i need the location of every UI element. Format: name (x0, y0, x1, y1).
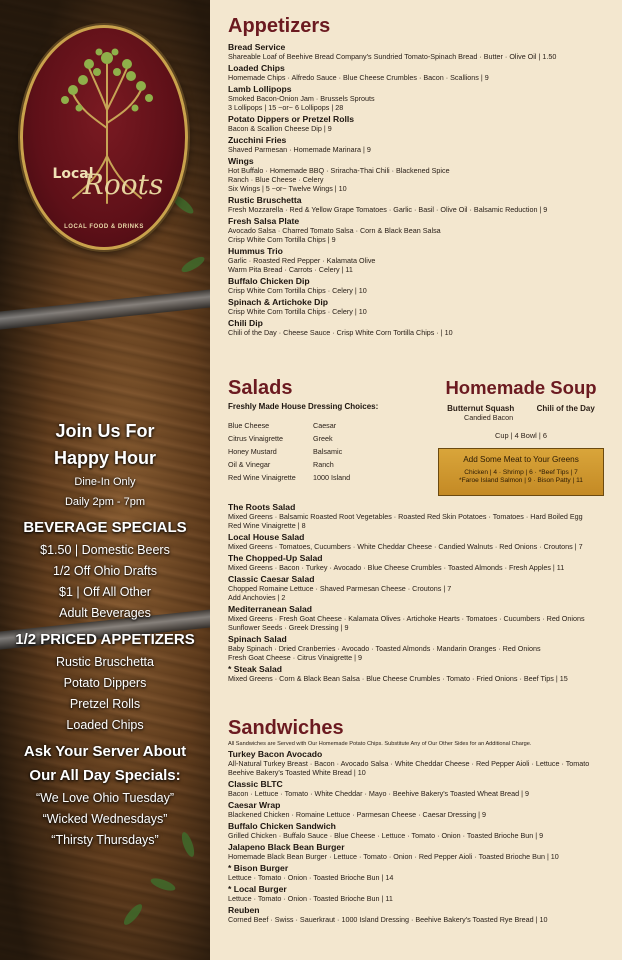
dressing-option: 1000 Island (313, 473, 351, 482)
menu-item-description: Blackened Chicken · Romaine Lettuce · Parmesan Cheese · Caesar Dressing | 9 (228, 810, 486, 819)
tree-icon (23, 28, 191, 253)
menu-item-description: Avocado Salsa · Charred Tomato Salsa · Corn & Black Bean Salsa (228, 226, 441, 235)
menu-item-description: Mixed Greens · Bacon · Turkey · Avocado · Blue Cheese Crumbles · Toasted Almonds · Fresh Apples | 11 (228, 563, 565, 572)
soup-section (436, 376, 606, 496)
menu-item (228, 216, 608, 244)
menu-item-description: Mixed Greens · Tomatoes, Cucumbers · White Cheddar Cheese · Candied Walnuts · Red Onions · Croutons | 7 (228, 542, 583, 551)
menu-item (228, 156, 608, 193)
all-day-specials-title: Ask Your Server About (23, 743, 187, 760)
menu-item-name: Potato Dippers or Pretzel Rolls (228, 114, 355, 124)
menu-item-name: Spinach & Artichoke Dip (228, 297, 328, 307)
menu-item-description: Lettuce · Tomato · Onion · Toasted Brioche Bun | 14 (228, 873, 394, 882)
appetizers-section (228, 14, 608, 337)
menu-item-description: Homemade Chips · Alfredo Sauce · Blue Cheese Crumbles · Bacon · Scallions | 9 (228, 73, 489, 82)
dressing-option: Oil & Vinegar (228, 460, 271, 469)
menu-item (228, 574, 616, 602)
menu-item-description: Shareable Loaf of Beehive Bread Company's Sundried Tomato-Spinach Bread · Butter · Olive Oil | 1.50 (228, 52, 557, 61)
menu-item-description: Corned Beef · Swiss · Sauerkraut · 1000 Island Dressing · Beehive Bakery's Toasted Rye Bread | 10 (228, 915, 548, 924)
menu-item-name: Zucchini Fries (228, 135, 287, 145)
happy-hour-detail: Daily 2pm - 7pm (64, 496, 146, 508)
sandwiches-section (228, 716, 616, 924)
dressing-option: Greek (313, 434, 333, 443)
promo-specials (0, 418, 210, 851)
menu-item (228, 664, 616, 683)
menu-item-name: Classic Caesar Salad (228, 574, 315, 584)
menu-item-description: Smoked Bacon-Onion Jam · Brussels Sprouts (228, 94, 375, 103)
menu-item-name: Reuben (228, 905, 260, 915)
menu-item-description: Grilled Chicken · Buffalo Sauce · Blue Cheese · Lettuce · Tomato · Onion · Toasted Brioche Bun | 9 (228, 831, 544, 840)
priced-appetizers-title: 1/2 PRICED APPETIZERS (15, 631, 195, 648)
dressing-option: Ranch (313, 460, 334, 469)
sandwiches-note: All Sandwiches are Served with Our Homemade Potato Chips. Substitute Any of Our Other Sides for an Additional Charge. (228, 741, 532, 747)
menu-item-name: The Roots Salad (228, 502, 296, 512)
add-meat-title: Add Some Meat to Your Greens (463, 455, 579, 464)
menu-item-description: Chopped Romaine Lettuce · Shaved Parmesan Cheese · Croutons | 7 (228, 584, 452, 593)
menu-item-name: Fresh Salsa Plate (228, 216, 300, 226)
menu-item (228, 63, 608, 82)
menu-item (228, 749, 616, 777)
logo-tagline: LOCAL FOOD & DRINKS (64, 224, 144, 230)
menu-item-description: Hot Buffalo · Homemade BBQ · Sriracha-Thai Chili · Blackened Spice (228, 166, 450, 175)
add-meat-box (438, 448, 604, 496)
priced-appetizer: Loaded Chips (66, 718, 144, 732)
menu-item (228, 135, 608, 154)
priced-appetizer: Rustic Bruschetta (56, 655, 154, 669)
menu-item-name: * Bison Burger (228, 863, 289, 873)
happy-hour-detail: Dine-In Only (74, 476, 136, 488)
logo-word-roots: Roots (82, 168, 164, 201)
menu-item (228, 553, 616, 572)
dressing-title: Freshly Made House Dressing Choices: (228, 402, 379, 411)
day-special: “Wicked Wednesdays” (42, 812, 168, 826)
soup-names (436, 404, 606, 413)
menu-item-name: Hummus Trio (228, 246, 283, 256)
dressing-option: Citrus Vinaigrette (228, 434, 283, 443)
menu-item (228, 297, 608, 316)
menu-item-name: Loaded Chips (228, 63, 285, 73)
menu-item (228, 246, 608, 274)
menu-item-name: Caesar Wrap (228, 800, 281, 810)
soup-name: Chili of the Day (536, 404, 595, 413)
leaf-decoration (121, 902, 145, 928)
menu-item (228, 884, 616, 903)
menu-item-description: Ranch · Blue Cheese · Celery (228, 175, 324, 184)
menu-item (228, 905, 616, 924)
menu-item-name: Local House Salad (228, 532, 305, 542)
menu-item-name: Lamb Lollipops (228, 84, 292, 94)
dressing-option: Honey Mustard (228, 447, 277, 456)
menu-item (228, 800, 616, 819)
soup-subtext: Candied Bacon (464, 413, 514, 422)
beverage-special: $1 | Off All Other (59, 585, 151, 599)
menu-item (228, 502, 616, 530)
menu-item-description: Baby Spinach · Dried Cranberries · Avocado · Toasted Almonds · Mandarin Oranges · Red Onions (228, 644, 541, 653)
salads-section (228, 376, 428, 482)
menu-item (228, 604, 616, 632)
menu-item-name: Wings (228, 156, 254, 166)
all-day-specials-title: Our All Day Specials: (29, 767, 181, 784)
beverage-special: 1/2 Off Ohio Drafts (53, 564, 157, 578)
beverage-specials-title: BEVERAGE SPECIALS (23, 519, 187, 536)
priced-appetizer: Pretzel Rolls (69, 697, 141, 711)
menu-item-name: Jalapeno Black Bean Burger (228, 842, 345, 852)
menu-item-name: * Local Burger (228, 884, 287, 894)
menu-item-description: All-Natural Turkey Breast · Bacon · Avocado Salsa · White Cheddar Cheese · Red Pepper Aioli · Lettuce · Tomato (228, 759, 590, 768)
leaf-decoration (149, 876, 177, 893)
menu-item-description: Crisp White Corn Tortilla Chips | 9 (228, 235, 336, 244)
menu-item-description: Homemade Black Bean Burger · Lettuce · Tomato · Onion · Red Pepper Aioli · Toasted Brioche Bun | 10 (228, 852, 559, 861)
menu-item-description: Sunflower Seeds · Greek Dressing | 9 (228, 623, 349, 632)
add-meat-prices: Chicken | 4 · Shrimp | 6 · *Beef Tips | 7 (464, 469, 578, 476)
barrel-hoop (0, 284, 210, 333)
menu-item-name: Spinach Salad (228, 634, 287, 644)
menu-item-name: Mediterranean Salad (228, 604, 313, 614)
menu-item (228, 842, 616, 861)
menu-item (228, 276, 608, 295)
beverage-special: Adult Beverages (59, 606, 151, 620)
soup-heading: Homemade Soup (445, 377, 597, 398)
dressing-choices (228, 421, 428, 482)
menu-item-description: Garlic · Roasted Red Pepper · Kalamata Olive (228, 256, 376, 265)
dressing-option: Balsamic (313, 447, 343, 456)
menu-item-name: Classic BLTC (228, 779, 283, 789)
appetizers-heading: Appetizers (228, 15, 331, 37)
menu-item-description: 3 Lollipops | 15 ~or~ 6 Lollipops | 28 (228, 103, 344, 112)
menu-item-name: Bread Service (228, 42, 286, 52)
day-special: “Thirsty Thursdays” (51, 833, 159, 847)
menu-item-name: Turkey Bacon Avocado (228, 749, 323, 759)
promo-panel (0, 0, 210, 960)
dressing-option: Caesar (313, 421, 337, 430)
local-roots-logo (20, 25, 188, 250)
menu-item-name: * Steak Salad (228, 664, 282, 674)
menu-item-description: Crisp White Corn Tortilla Chips · Celery | 10 (228, 286, 367, 295)
menu-item-description: Lettuce · Tomato · Onion · Toasted Brioche Bun | 11 (228, 894, 393, 903)
happy-hour-title-1: Join Us For (55, 421, 155, 441)
soup-name: Butternut Squash (447, 404, 515, 413)
menu-item-name: Buffalo Chicken Dip (228, 276, 310, 286)
menu-item-description: Shaved Parmesan · Homemade Marinara | 9 (228, 145, 371, 154)
menu-item-description: Crisp White Corn Tortilla Chips · Celery | 10 (228, 307, 367, 316)
priced-appetizer: Potato Dippers (63, 676, 147, 690)
dressing-option: Blue Cheese (228, 421, 270, 430)
beverage-special: $1.50 | Domestic Beers (40, 543, 170, 557)
salad-items (228, 500, 616, 683)
menu-item (228, 779, 616, 798)
leaf-decoration (179, 254, 206, 275)
add-meat-prices: *Faroe Island Salmon | 9 · Bison Patty | 11 (459, 477, 583, 485)
dressing-option: Red Wine Vinaigrette (228, 473, 296, 482)
day-special: “We Love Ohio Tuesday” (35, 791, 175, 805)
sandwiches-heading: Sandwiches (228, 717, 344, 739)
appetizers-list (228, 42, 608, 337)
sandwiches-list (228, 749, 616, 924)
menu-item (228, 821, 616, 840)
menu-item-description: Mixed Greens · Corn & Black Bean Salsa · Blue Cheese Crumbles · Tomato · Fried Onions · Beef Tips | 15 (228, 674, 568, 683)
menu-item-name: The Chopped-Up Salad (228, 553, 323, 563)
menu-panel (210, 0, 622, 960)
soup-price: Cup | 4 Bowl | 6 (495, 431, 547, 440)
menu-item (228, 863, 616, 882)
menu-item-description: Bacon · Lettuce · Tomato · White Cheddar · Mayo · Beehive Bakery's Toasted Wheat Bread | 9 (228, 789, 529, 798)
menu-item-description: Fresh Goat Cheese · Citrus Vinaigrette | 9 (228, 653, 362, 662)
menu-item-description: Six Wings | 5 ~or~ Twelve Wings | 10 (228, 184, 347, 193)
menu-item (228, 84, 608, 112)
menu-item (228, 114, 608, 133)
menu-item (228, 42, 608, 61)
menu-item (228, 532, 616, 551)
menu-item-description: Chili of the Day · Cheese Sauce · Crisp White Corn Tortilla Chips · | 10 (228, 328, 453, 337)
menu-item-name: Buffalo Chicken Sandwich (228, 821, 336, 831)
menu-item-description: Add Anchovies | 2 (228, 593, 286, 602)
menu-item (228, 318, 608, 337)
salads-list (228, 502, 616, 683)
salads-heading: Salads (228, 377, 293, 399)
menu-item-description: Fresh Mozzarella · Red & Yellow Grape Tomatoes · Garlic · Basil · Olive Oil · Balsamic Reduction | 9 (228, 205, 548, 214)
menu-item (228, 195, 608, 214)
menu-item (228, 634, 616, 662)
menu-item-description: Beehive Bakery's Toasted White Bread | 10 (228, 768, 366, 777)
happy-hour-title-2: Happy Hour (53, 448, 156, 468)
menu-item-description: Mixed Greens · Balsamic Roasted Root Vegetables · Roasted Red Skin Potatoes · Tomatoes · Hard Boiled Egg (228, 512, 583, 521)
menu-item-description: Warm Pita Bread · Carrots · Celery | 11 (228, 265, 353, 274)
menu-item-name: Chili Dip (228, 318, 263, 328)
menu-item-name: Rustic Bruschetta (228, 195, 302, 205)
menu-item-description: Bacon & Scallion Cheese Dip | 9 (228, 124, 332, 133)
menu-item-description: Red Wine Vinaigrette | 8 (228, 521, 306, 530)
logo-word-local: Local (52, 166, 94, 182)
menu-item-description: Mixed Greens · Fresh Goat Cheese · Kalamata Olives · Artichoke Hearts · Tomatoes · Cucumbers · Red Onions (228, 614, 585, 623)
